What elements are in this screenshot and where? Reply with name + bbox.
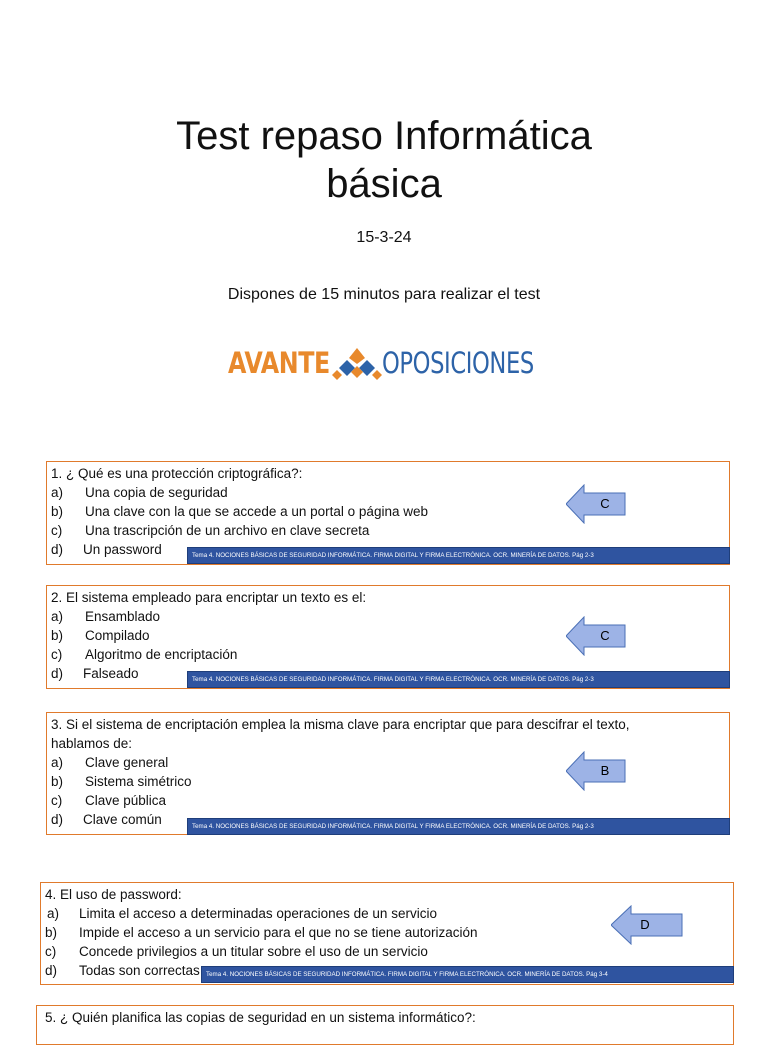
- question-text-line-1: 3. Si el sistema de encriptación emplea la misma clave para encriptar que para descifrar el texto,: [51, 717, 630, 732]
- title-line-1: Test repaso Informática: [176, 114, 592, 158]
- logo-word-oposiciones: OPOSICIONES: [382, 346, 534, 380]
- option-a: a) Ensamblado: [51, 609, 161, 624]
- option-a: a) Clave general: [51, 755, 169, 770]
- topic-reference: Tema 4. NOCIONES BÁSICAS DE SEGURIDAD INFORMÁTICA. FIRMA DIGITAL Y FIRMA ELECTRÓNICA. OCR. MINERÍA DE DATOS. Pág 3-4: [201, 966, 734, 983]
- question-text: 2. El sistema empleado para encriptar un texto es el:: [51, 590, 367, 605]
- diamond-logo-icon: [332, 346, 382, 382]
- test-date: 15-3-24: [356, 229, 412, 246]
- topic-reference: Tema 4. NOCIONES BÁSICAS DE SEGURIDAD INFORMÁTICA. FIRMA DIGITAL Y FIRMA ELECTRÓNICA. OCR. MINERÍA DE DATOS. Pág 2-3: [187, 547, 730, 564]
- question-card-3: [46, 712, 730, 835]
- answer-arrow: [566, 484, 626, 524]
- answer-letter: C: [600, 496, 610, 511]
- page-title: [0, 112, 768, 208]
- question-card-5: [36, 1005, 734, 1045]
- option-a: a) Limita el acceso a determinadas operaciones de un servicio: [47, 906, 437, 921]
- option-c: c) Una trascripción de un archivo en clave secreta: [51, 523, 370, 538]
- option-b: b) Una clave con la que se accede a un portal o página web: [51, 504, 428, 519]
- answer-arrow: [611, 905, 671, 945]
- question-text: 4. El uso de password:: [45, 887, 182, 902]
- answer-arrow: [566, 751, 626, 791]
- option-d: d) Clave común: [51, 812, 162, 827]
- title-line-2: básica: [326, 162, 442, 206]
- answer-arrow: [566, 616, 626, 656]
- topic-reference: Tema 4. NOCIONES BÁSICAS DE SEGURIDAD INFORMÁTICA. FIRMA DIGITAL Y FIRMA ELECTRÓNICA. OCR. MINERÍA DE DATOS. Pág 2-3: [187, 818, 730, 835]
- option-d: d) Todas son correctas: [45, 963, 200, 978]
- logo-word-avante: AVANTE: [228, 346, 330, 380]
- question-card-4: [40, 882, 734, 985]
- option-b: b) Compilado: [51, 628, 150, 643]
- question-text: 1. ¿ Qué es una protección criptográfica?:: [51, 466, 303, 481]
- option-c: c) Clave pública: [51, 793, 167, 808]
- answer-letter: C: [600, 628, 610, 643]
- option-b: b) Sistema simétrico: [51, 774, 192, 789]
- question-text-line-2: hablamos de:: [51, 736, 133, 751]
- instructions: Dispones de 15 minutos para realizar el test: [227, 286, 541, 303]
- answer-letter: B: [600, 763, 610, 778]
- answer-letter: D: [640, 917, 650, 932]
- option-d: d) Un password: [51, 542, 162, 557]
- option-b: b) Impide el acceso a un servicio para el que no se tiene autorización: [45, 925, 478, 940]
- option-c: c) Concede privilegios a un titular sobre el uso de un servicio: [45, 944, 428, 959]
- avante-oposiciones-logo: [228, 342, 558, 386]
- option-d: d) Falseado: [51, 666, 139, 681]
- option-a: a) Una copia de seguridad: [51, 485, 228, 500]
- question-text: 5. ¿ Quién planifica las copias de seguridad en un sistema informático?:: [45, 1010, 476, 1025]
- option-c: c) Algoritmo de encriptación: [51, 647, 238, 662]
- question-card-1: [46, 461, 730, 565]
- question-card-2: [46, 585, 730, 689]
- topic-reference: Tema 4. NOCIONES BÁSICAS DE SEGURIDAD INFORMÁTICA. FIRMA DIGITAL Y FIRMA ELECTRÓNICA. OCR. MINERÍA DE DATOS. Pág 2-3: [187, 671, 730, 688]
